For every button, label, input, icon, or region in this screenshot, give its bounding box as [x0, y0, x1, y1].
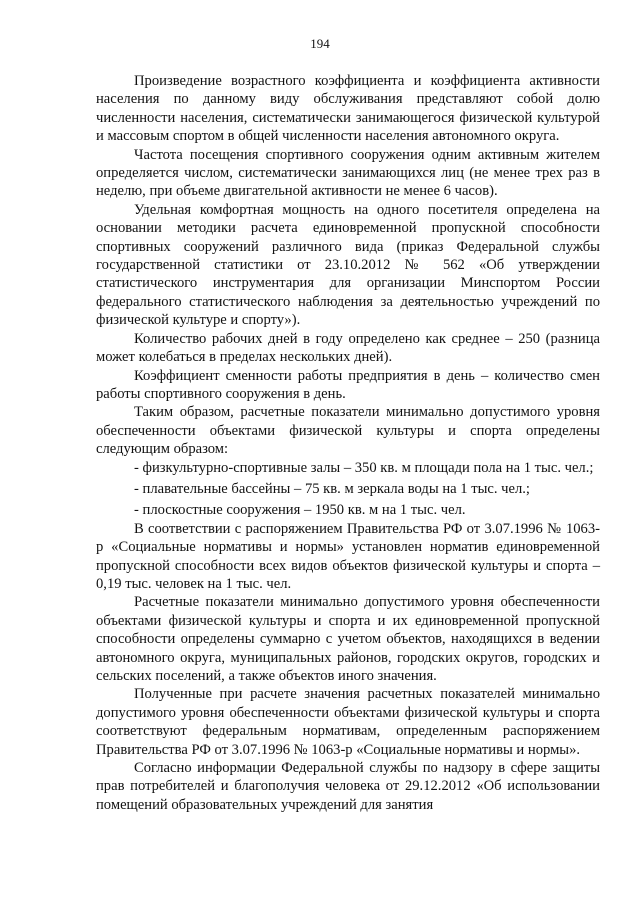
- paragraph: Согласно информации Федеральной службы по надзору в сфере защиты прав потребителей и благополучия человека от 29.12.2012 «Об использовании помещений образовательных учреждений для занятия: [96, 760, 600, 813]
- paragraph: Таким образом, расчетные показатели минимально допустимого уровня обеспеченности объектами физической культуры и спорта определены следующим образом:: [96, 404, 600, 458]
- paragraph: Частота посещения спортивного сооружения одним активным жителем определяется числом, систематически занимающихся лиц (не менее трех раз в неделю, при объеме двигательной активности не менее 6 часов).: [96, 146, 600, 200]
- list-item: - плоскостные сооружения – 1950 кв. м на 1 тыс. чел.: [134, 502, 466, 519]
- paragraph: Расчетные показатели минимально допустимого уровня обеспеченности объектами физической культуры и спорта и их единовременной пропускной способности определены суммарно с учетом объектов, находящихся в ведении автономного округа, муниципальных районов, городских округов, городских и сельских поселений, а также объектов иного значения.: [96, 594, 600, 684]
- paragraph: В соответствии с распоряжением Правительства РФ от 3.07.1996 № 1063-р «Социальные нормативы и нормы» установлен норматив единовременной пропускной способности всех видов объектов физической культуры и спорта – 0,19 тыс. человек на 1 тыс. чел.: [96, 520, 600, 592]
- paragraph: Количество рабочих дней в году определено как среднее – 250 (разница может колебаться в пределах нескольких дней).: [96, 330, 600, 366]
- paragraph: Удельная комфортная мощность на одного посетителя определена на основании методики расчета единовременной пропускной способности спортивных сооружений различного вида (приказ Федеральной службы государственной статистики от 23.10.2012 № 562 «Об утверждении статистического инструментария для организации Минспортом России федерального статистического наблюдения за деятельностью учреждений по физической культуре и спорту»).: [96, 201, 600, 329]
- paragraph: Полученные при расчете значения расчетных показателей минимально допустимого уровня обеспеченности объектами физической культуры и спорта соответствуют федеральным нормативам, определенным распоряжением Правительства РФ от 3.07.1996 № 1063-р «Социальные нормативы и нормы».: [96, 686, 600, 758]
- list-item: - физкультурно-спортивные залы – 350 кв. м площади пола на 1 тыс. чел.;: [134, 459, 594, 476]
- list-item: - плавательные бассейны – 75 кв. м зеркала воды на 1 тыс. чел.;: [134, 480, 530, 497]
- document-body: [96, 72, 600, 814]
- page-number: 194: [310, 36, 330, 51]
- paragraph: Коэффициент сменности работы предприятия в день – количество смен работы спортивного сооружения в день.: [96, 367, 600, 402]
- paragraph: Произведение возрастного коэффициента и коэффициента активности населения по данному виду обслуживания представляют собой долю численности населения, систематически занимающегося физической культурой и массовым спортом в общей численности населения автономного округа.: [96, 73, 600, 145]
